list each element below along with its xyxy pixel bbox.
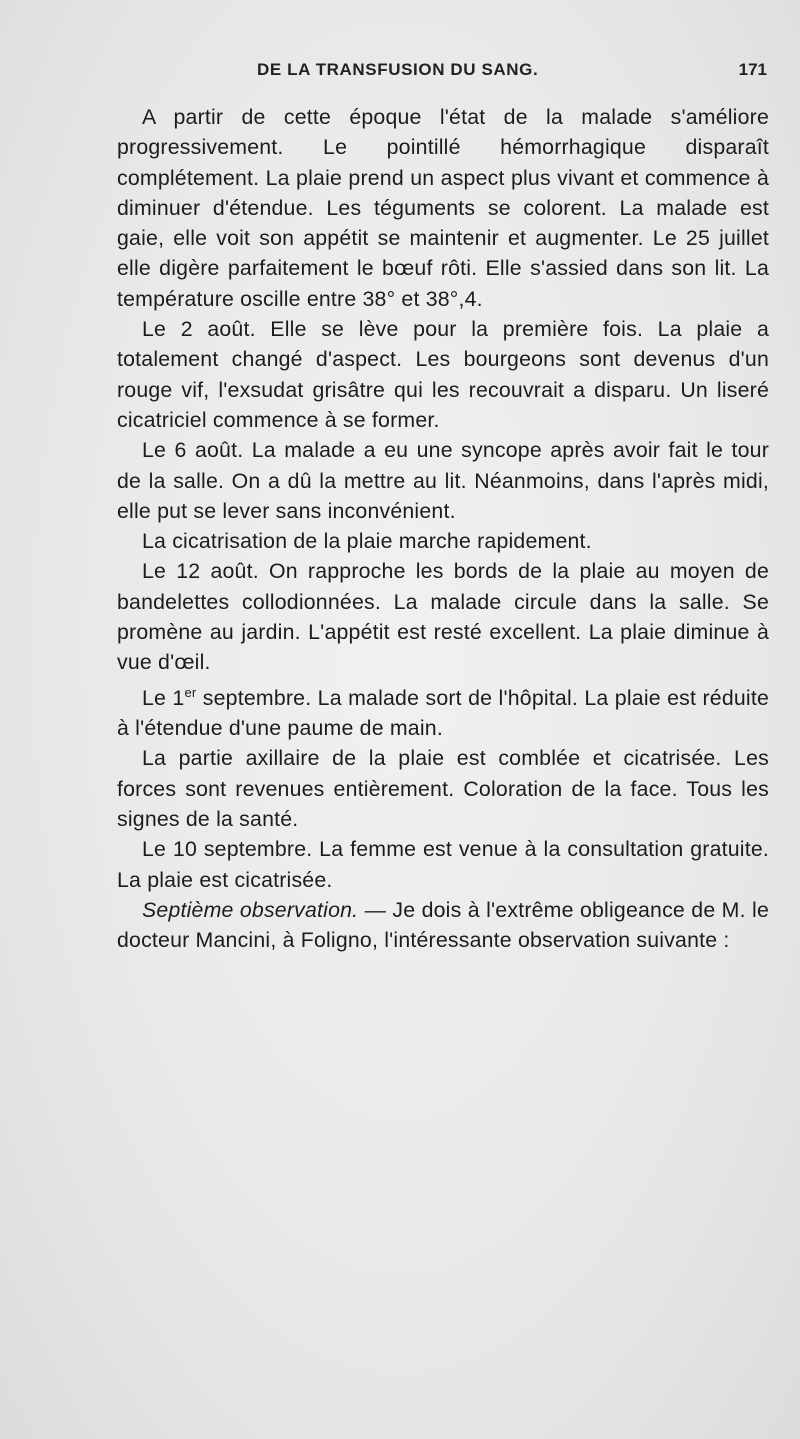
date-prefix: Le 1 xyxy=(142,685,185,710)
observation-text: — Je dois à l'extrême obligeance de M. le docteur Mancini, à Foligno, l'intéressante observation suivante : xyxy=(117,897,769,953)
paragraph-improvement: A partir de cette époque l'état de la malade s'améliore progressivement. Le pointillé hémorrhagique disparaît complétement. La plaie prend un aspect plus vivant et commence à diminuer d'étendue. Les téguments se colorent. La malade est gaie, elle voit son appétit se maintenir et augmenter. Le 25 juillet elle digère parfaitement le bœuf rôti. Elle s'assied dans son lit. La température oscille entre 38° et 38°,4. xyxy=(117,105,769,311)
date-superscript: er xyxy=(184,684,197,700)
paragraph-cicatrisation: La cicatrisation de la plaie marche rapidement. xyxy=(142,529,592,554)
date-rest: septembre. La malade sort de l'hôpital. La plaie est réduite à l'étendue d'une paume de main. xyxy=(117,685,770,741)
running-title: DE LA TRANSFUSION DU SANG. xyxy=(257,60,539,79)
paragraph-partie-axillaire: La partie axillaire de la plaie est comblée et cicatrisée. Les forces sont revenues entièrement. Coloration de la face. Tous les signes de la santé. xyxy=(117,746,769,831)
running-head xyxy=(117,60,767,84)
observation-heading: Septième observation. xyxy=(142,897,359,922)
page-number: 171 xyxy=(738,60,767,79)
paragraph-6-aout: Le 6 août. La malade a eu une syncope après avoir fait le tour de la salle. On a dû la mettre au lit. Néanmoins, dans l'après midi, elle put se lever sans inconvénient. xyxy=(117,438,769,523)
paragraph-septieme-observation xyxy=(117,895,769,956)
paragraph-1er-septembre xyxy=(117,678,769,744)
paragraph-2-aout: Le 2 août. Elle se lève pour la première fois. La plaie a totalement changé d'aspect. Les bourgeons sont devenus d'un rouge vif, l'exsudat grisâtre qui les recouvrait a disparu. Un liseré cicatriciel commence à se former. xyxy=(117,317,769,432)
paragraph-12-aout: Le 12 août. On rapproche les bords de la plaie au moyen de bandelettes collodionnées. La malade circule dans la salle. Se promène au jardin. L'appétit est resté excellent. La plaie diminue à vue d'œil. xyxy=(117,559,769,675)
body-text xyxy=(117,102,769,955)
paragraph-10-septembre: Le 10 septembre. La femme est venue à la consultation gratuite. La plaie est cicatrisée. xyxy=(117,837,769,892)
